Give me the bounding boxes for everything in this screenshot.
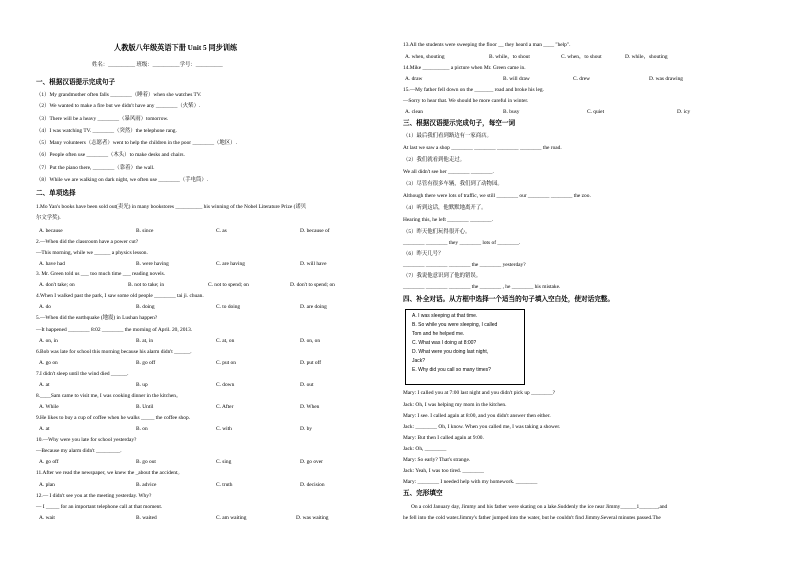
sentence-item: （2）我们就看到他走过。: [403, 157, 465, 163]
option-d: D. don't to spend; on: [290, 282, 335, 288]
option-c: C. sing: [216, 459, 232, 465]
option-a: A. at: [39, 426, 50, 432]
option-b: B. busy: [503, 109, 520, 115]
sentence-item: （4）听到这话，他默默地离开了。: [403, 205, 487, 211]
option-c: C. put on: [216, 360, 236, 366]
option-c: C. down: [216, 382, 235, 388]
option-a: A. don't take; on: [39, 282, 75, 288]
box-option: D. What were you doing last night,: [412, 349, 489, 355]
box-option: C. What was I doing at 8:00?: [412, 340, 477, 346]
question-text: —Sorry to hear that. We should be more careful in winter.: [403, 98, 529, 104]
option-b: B. on: [136, 426, 148, 432]
option-d: D. will have: [300, 261, 327, 267]
passage-line: he fell into the cold water.Jimmy's father jumped into the water, but he couldn't find Jimmy.Several minutes passed.The: [403, 515, 661, 521]
option-a: A. because: [39, 228, 63, 234]
option-d: D. go over: [300, 459, 323, 465]
section2-heading: 二、单项选择: [36, 190, 76, 197]
question-text: 11.After we read the newspaper, we knew the _about the accident。: [36, 470, 183, 476]
option-b: B. will draw: [503, 76, 530, 82]
section3-heading: 三、根据汉语提示完成句子，每空一词: [403, 120, 516, 127]
option-d: D. are doing: [300, 304, 327, 310]
option-a: A. when, shouting: [405, 54, 445, 60]
sentence-item: ________ ________ ________ the ________ , he ________ his mistake.: [403, 284, 561, 290]
option-c: C. quiet: [587, 109, 605, 115]
box-option: Tom and he helped me.: [412, 331, 465, 337]
sentence-item: （3）尽管有很多车辆，我们到了动物园。: [403, 181, 503, 187]
option-c: C. am waiting: [216, 515, 247, 521]
option-a: A. on, in: [39, 338, 58, 344]
box-option: Jack?: [412, 358, 426, 364]
question-text: 2.—When did the classroom have a power cut?: [36, 239, 139, 245]
sentence-item: ________ ________ ________ the ________ yesterday?: [403, 262, 526, 268]
option-c: C. drew: [573, 76, 591, 82]
option-b: B. go off: [136, 360, 156, 366]
question-text: 7.I didn't sleep until the wind died ______.: [36, 371, 129, 377]
option-c: C. are having: [216, 261, 245, 267]
option-d: D. When: [300, 404, 320, 410]
question-text: 9.He likes to buy a cup of coffee when he walks _____ the coffee shop.: [36, 415, 190, 421]
option-b: B. at, in: [136, 338, 154, 344]
question-text: —Because my alarm didn't _________.: [36, 448, 122, 454]
question-text: — I _____ for an important telephone call at that moment.: [36, 504, 163, 510]
option-c: C. to doing: [216, 304, 241, 310]
sentence-item: （6）People often use ________（木头）to make desks and chairs.: [36, 152, 185, 158]
question-text: 1.Mo Yan's books have been sold out(卖光) in many bookstores __________ his winning of the Nobel Literature Prize (诺贝: [36, 204, 307, 210]
dialogue-line: Mary: So early? That's strange.: [403, 457, 471, 463]
option-b: B. up: [136, 382, 148, 388]
option-b: B. not to take; in: [128, 282, 165, 288]
option-b: B. while，to shout: [489, 54, 530, 60]
option-a: A. While: [39, 404, 59, 410]
question-text: 12.— I didn't see you at the meeting yesterday. Why?: [36, 493, 152, 499]
dialogue-line: Mary: I called you at 7:00 last night and you didn't pick up ________?: [403, 390, 556, 396]
question-text: —This morning, while we ______ a physics lesson.: [36, 250, 148, 256]
option-c: C. when，to shout: [561, 54, 602, 60]
option-d: D. was waiting: [296, 515, 329, 521]
option-c: C. with: [216, 426, 232, 432]
sentence-item: （1）My grandmother often falls ________（睡着）when she watches TV.: [36, 92, 202, 98]
dialogue-line: Mary: ________ I needed help with my homework. ________: [403, 479, 538, 485]
option-a: A. do: [39, 304, 51, 310]
sentence-item: （7）Put the piano there, ________（靠着）the wall.: [36, 165, 155, 171]
option-d: D. was drawing: [649, 76, 683, 82]
section4-heading: 四、补全对话。从方框中选择一个适当的句子填入空白处，使对话完整。: [403, 296, 614, 303]
question-text: 10.—Why were you late for school yesterday?: [36, 437, 137, 443]
sentence-item: （3）There will be a heavy ________（暴风雨）tomorrow.: [36, 116, 169, 122]
option-c: C. truth: [216, 482, 233, 488]
sentence-item: Although there were lots of traffic, we still ________ our ________ ________ the zoo.: [403, 193, 591, 199]
option-d: D. on, on: [300, 338, 321, 344]
option-c: C. not to spend; on: [208, 282, 249, 288]
sentence-item: （5）Many volunteers（志愿者）went to help the children in the poor ________（地区）.: [36, 140, 237, 146]
options-box: [405, 309, 525, 385]
question-text: 尔文学奖).: [36, 215, 61, 221]
option-b: B. advice: [136, 482, 157, 488]
question-text: 8.____Sam came to visit me, I was cooking dinner in the kitchen。: [36, 393, 182, 399]
option-b: B. doing: [136, 304, 155, 310]
sentence-item: （7）我说他意识到了他的错误。: [403, 273, 482, 279]
sentence-item: We all didn't see her ________ ________.: [403, 169, 494, 175]
dialogue-line: Mary: I see. I called again at 8:00, and you didn't answer then either.: [403, 413, 551, 419]
option-a: A. have had: [39, 261, 65, 267]
option-d: D. by: [300, 426, 312, 432]
section5-heading: 五、完形填空: [403, 490, 443, 497]
question-text: —It happened ________ 8:02 ________ the morning of April. 20, 2013.: [36, 327, 193, 333]
option-b: B. were having: [136, 261, 169, 267]
option-a: A. wait: [39, 515, 55, 521]
option-c: C. as: [216, 228, 227, 234]
option-d: D. because of: [300, 228, 330, 234]
question-text: 15.—My father fell down on the _______ road and broke his leg.: [403, 87, 544, 93]
question-text: 4.When I walked past the park, I saw some old people ________ tai ji. chuan.: [36, 293, 204, 299]
option-a: A. plan: [39, 482, 55, 488]
section1-heading: 一、根据汉语提示完成句子: [36, 79, 116, 86]
sentence-item: （5）昨天他们玩得很开心。: [403, 229, 471, 235]
option-d: D. while，shouting: [625, 54, 668, 60]
sentence-item: （8）While we are walking on dark night, we often use ________（手电筒）.: [36, 177, 209, 183]
option-a: A. go on: [39, 360, 58, 366]
sentence-item: At last we saw a shop ________ ________ ________ ________ the road.: [403, 145, 562, 151]
question-text: 14.Mike __________ a picture when Mr. Green came in.: [403, 65, 526, 71]
sentence-item: ________ ________ they ________ lots of ________.: [403, 240, 521, 246]
option-d: D. decision: [300, 482, 325, 488]
student-info-line: 姓名：__________ 班级：__________学号：__________: [92, 62, 223, 68]
sentence-item: （4）I was watching TV. ________（突然）the telephone rang.: [36, 128, 177, 134]
option-d: D. icy: [677, 109, 691, 115]
sentence-item: （2）We wanted to make a fire but we didn't have any ________（火柴）.: [36, 103, 201, 109]
option-b: B. go out: [136, 459, 156, 465]
option-b: B. Until: [136, 404, 154, 410]
option-b: B. waited: [136, 515, 157, 521]
box-option: A. I was sleeping at that time.: [412, 313, 478, 319]
option-a: A. draw: [405, 76, 423, 82]
option-d: D. put off: [300, 360, 322, 366]
box-option: E. Why did you call so many times?: [412, 367, 491, 373]
box-option: B. So while you were sleeping, I called: [412, 322, 498, 328]
sentence-item: （6）昨天几号？: [403, 251, 444, 257]
dialogue-line: Jack: Oh, ________: [403, 446, 447, 452]
question-text: 5.—When did the earthquake (地震) in Lushan happen?: [36, 315, 158, 321]
question-text: 13.All the students were sweeping the floor __ they heard a man ____ "help".: [403, 42, 571, 48]
option-c: C. After: [216, 404, 234, 410]
option-d: D. out: [300, 382, 314, 388]
option-a: A. clean: [405, 109, 423, 115]
question-text: 3. Mr. Green told us ___ too much time ___ reading novels.: [36, 271, 166, 277]
option-b: B. since: [136, 228, 154, 234]
dialogue-line: Jack: ________ Oh, I know. When you called me, I was taking a shower.: [403, 424, 561, 430]
passage-line: On a cold January day, Jimmy and his father were skating on a lake.Suddenly the ice near Jimmy______1_______,and: [411, 504, 668, 510]
sentence-item: （1）最后我们看到路边有一家商店。: [403, 133, 492, 139]
sentence-item: Hearing this, he left ________ ________.: [403, 217, 493, 223]
dialogue-line: Mary: But then I called again at 9:00.: [403, 435, 484, 441]
option-a: A. at: [39, 382, 50, 388]
question-text: 6.Bob was late for school this morning because his alarm didn't ______.: [36, 349, 192, 355]
option-c: C. at, on: [216, 338, 235, 344]
option-a: A. go off: [39, 459, 59, 465]
dialogue-line: Jack: Oh, I was helping my mom in the kitchen.: [403, 402, 507, 408]
dialogue-line: Jack: Yeah, I was too tired. ________: [403, 468, 484, 474]
page-title: 人教版八年级英语下册 Unit 5 同步训练: [114, 44, 238, 52]
